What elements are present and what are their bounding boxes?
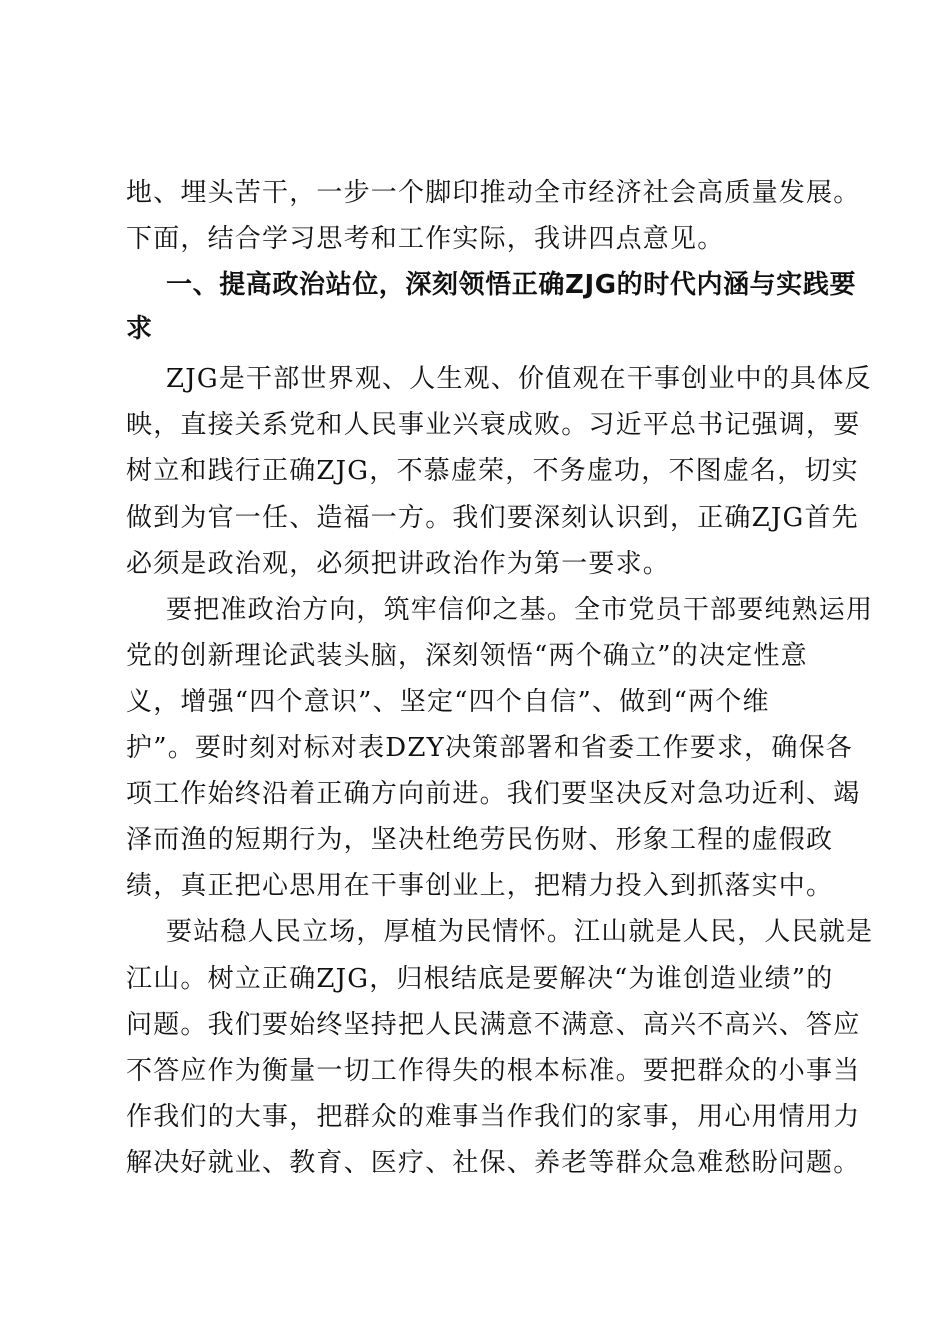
section-heading: 一、提高政治站位，深刻领悟正确ZJG的时代内涵与实践要 — [166, 270, 857, 301]
paragraph-1 — [126, 356, 872, 586]
paragraph-3 — [126, 909, 874, 1186]
paragraph-line: 作我们的大事，把群众的难事当作我们的家事，用心用情用力 — [126, 1101, 861, 1132]
paragraph-line: 做到为官一任、造福一方。我们要深刻认识到，正确ZJG首先 — [126, 502, 859, 533]
paragraph-line: ZJG是干部世界观、人生观、价值观在干事创业中的具体反 — [166, 364, 872, 395]
document-body — [126, 170, 874, 1186]
paragraph-line: 护”。要时刻对标对表DZY决策部署和省委工作要求，确保各 — [126, 733, 853, 764]
paragraph-line: 要把准政治方向，筑牢信仰之基。全市党员干部要纯熟运用 — [166, 594, 874, 625]
paragraph-line: 问题。我们要始终坚持把人民满意不满意、高兴不高兴、答应 — [126, 1009, 861, 1040]
paragraph-line: 要站稳人民立场，厚植为民情怀。江山就是人民，人民就是 — [166, 917, 874, 948]
intro-line: 下面，结合学习思考和工作实际，我讲四点意见。 — [126, 224, 725, 255]
paragraph-line: 泽而渔的短期行为，坚决杜绝劳民伤财、形象工程的虚假政 — [126, 825, 834, 856]
intro-line: 地、埋头苦干，一步一个脚印推动全市经济社会高质量发展。 — [126, 178, 861, 208]
paragraph-2 — [126, 587, 874, 910]
section-heading-continuation: 求 — [126, 314, 153, 345]
paragraph-line: 绩，真正把心思用在干事创业上，把精力投入到抓落实中。 — [126, 871, 834, 902]
paragraph-line: 不答应作为衡量一切工作得失的根本标准。要把群众的小事当 — [126, 1055, 861, 1086]
paragraph-line: 义，增强“四个意识”、坚定“四个自信”、做到“两个维 — [126, 686, 770, 717]
paragraph-line: 解决好就业、教育、医疗、社保、养老等群众急难愁盼问题。 — [126, 1147, 861, 1178]
paragraph-line: 项工作始终沿着正确方向前进。我们要坚决反对急功近利、竭 — [126, 779, 861, 810]
paragraph-line: 党的创新理论武装头脑，深刻领悟“两个确立”的决定性意 — [126, 640, 808, 671]
paragraph-line: 映，直接关系党和人民事业兴衰成败。习近平总书记强调，要 — [126, 410, 861, 441]
paragraph-line: 江山。树立正确ZJG，归根结底是要解决“为谁创造业绩”的 — [126, 963, 834, 994]
paragraph-line: 树立和践行正确ZJG，不慕虚荣，不务虚功，不图虚名，切实 — [126, 456, 859, 487]
paragraph-line: 必须是政治观，必须把讲政治作为第一要求。 — [126, 548, 671, 579]
